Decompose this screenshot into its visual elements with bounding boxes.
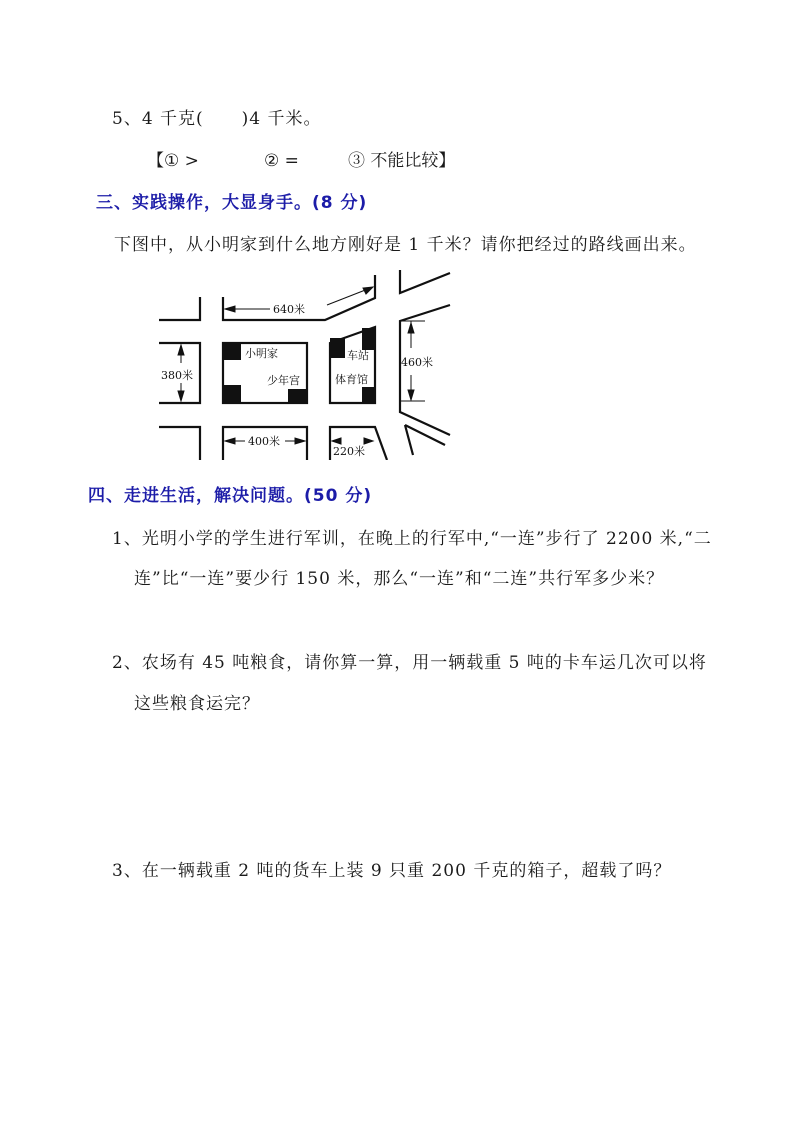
- section-3-prompt: 下图中，从小明家到什么地方刚好是 1 千米？请你把经过的路线画出来。: [114, 235, 697, 255]
- distance-label-right: 460米: [401, 356, 433, 369]
- option-3: ③ 不能比较: [348, 151, 439, 171]
- option-2: ② =: [264, 151, 299, 171]
- section-3-heading: 三、实践操作，大显身手。(8 分): [96, 193, 368, 213]
- question-5-text-before: 5、4 千克(: [112, 109, 204, 129]
- question-2-line-2: 这些粮食运完？: [134, 694, 260, 714]
- distance-label-left: 380米: [161, 369, 193, 382]
- place-stadium: 体育馆: [335, 373, 368, 386]
- building-markers: [223, 328, 375, 403]
- distance-label-bottom-middle: 400米: [248, 435, 280, 448]
- distance-label-bottom-right: 220米: [333, 445, 365, 458]
- question-5-text-after: )4 千米。: [241, 109, 322, 129]
- place-home: 小明家: [245, 347, 278, 360]
- section-4-heading: 四、走进生活，解决问题。(50 分): [88, 486, 373, 506]
- question-2-line-1: 2、农场有 45 吨粮食，请你算一算，用一辆载重 5 吨的卡车运几次可以将: [112, 653, 707, 673]
- question-1-line-2: 连”比“一连”要少行 150 米，那么“一连”和“二连”共行军多少米？: [134, 569, 665, 589]
- close-bracket: 】: [438, 151, 456, 171]
- place-youth-palace: 少年宫: [267, 374, 300, 387]
- distance-label-top: 640米: [273, 303, 305, 316]
- question-3-line-1: 3、在一辆载重 2 吨的货车上装 9 只重 200 千克的箱子，超载了吗？: [112, 861, 672, 881]
- question-5-options: [147, 146, 455, 171]
- option-1: ① >: [164, 151, 199, 171]
- place-station: 车站: [347, 349, 369, 362]
- open-bracket: 【: [147, 151, 164, 171]
- question-5: [112, 104, 322, 129]
- route-map-diagram: [155, 265, 455, 460]
- question-1-line-1: 1、光明小学的学生进行军训，在晚上的行军中,“一连”步行了 2200 米,“二: [112, 529, 712, 549]
